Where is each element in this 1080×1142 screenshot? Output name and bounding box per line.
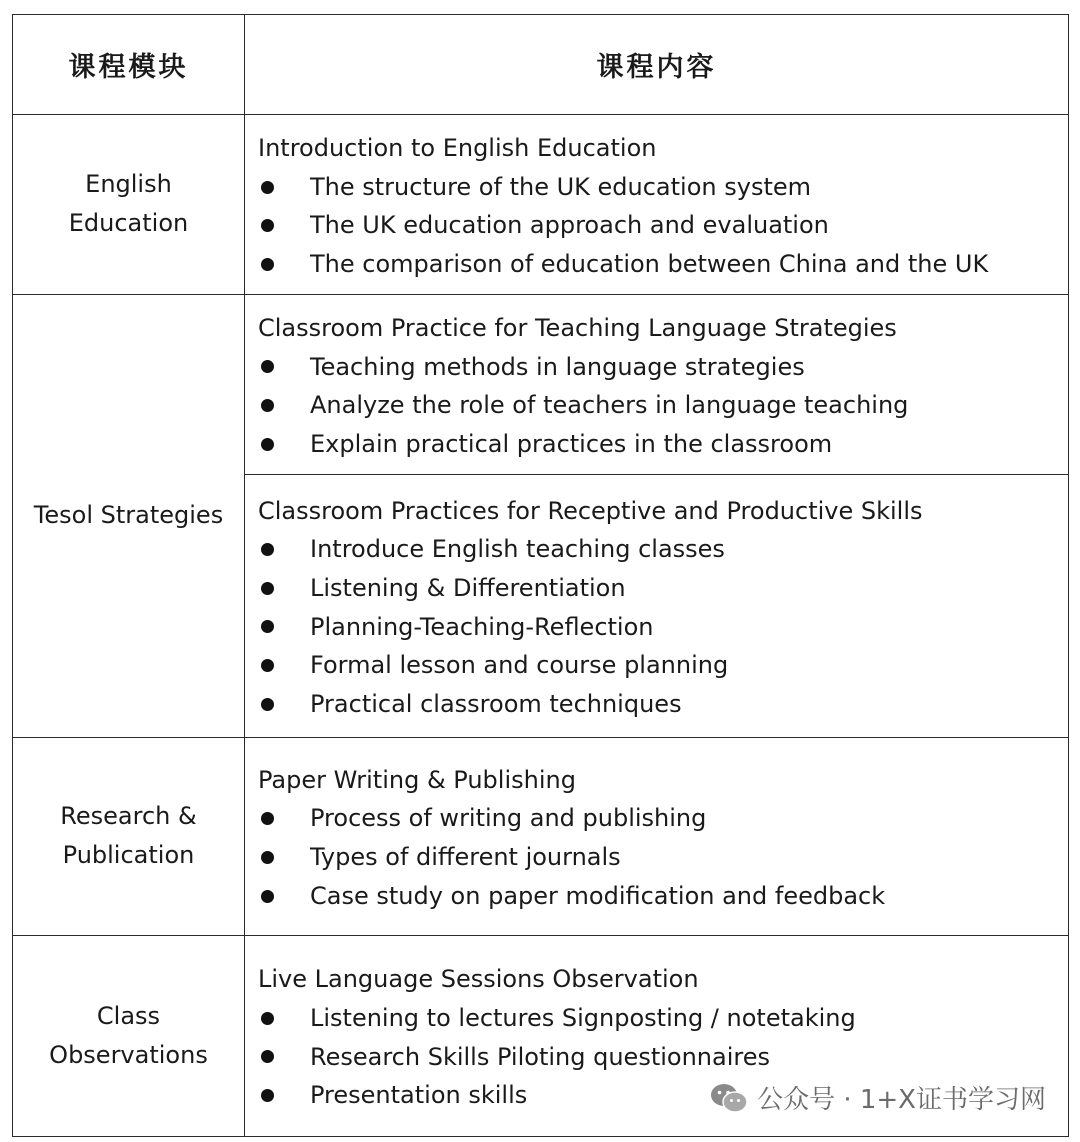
- block-title: Classroom Practice for Teaching Language Strategies: [258, 313, 897, 342]
- block-title: Paper Writing & Publishing: [258, 765, 576, 794]
- list-item: [258, 348, 1068, 387]
- watermark-text: 公众号 · 1+X证书学习网: [757, 1085, 1046, 1115]
- list-item: [258, 168, 1068, 207]
- list-item: [258, 877, 1068, 916]
- list-item-text: Research Skills Piloting questionnaires: [310, 1042, 770, 1071]
- header-row: [13, 15, 1069, 115]
- list-item: [258, 569, 1068, 608]
- list-item-text: Presentation skills: [310, 1081, 528, 1110]
- bullet-icon: [261, 543, 274, 556]
- content-cell: [245, 474, 1069, 737]
- list-item: [258, 608, 1068, 647]
- list-item: [258, 685, 1068, 724]
- bullet-icon: [261, 438, 274, 451]
- module-name-line: Observations: [49, 1040, 208, 1069]
- bullet-icon: [261, 890, 274, 903]
- table-row: [13, 737, 1069, 935]
- bullet-icon: [261, 1089, 274, 1102]
- bullet-icon: [261, 620, 274, 633]
- bullet-icon: [261, 1050, 274, 1063]
- list-item: [258, 425, 1068, 464]
- module-cell: [13, 115, 245, 295]
- list-item-text: Analyze the role of teachers in language teaching: [310, 391, 909, 420]
- bullet-list: [258, 348, 1068, 464]
- bullet-icon: [261, 399, 274, 412]
- block-title: Live Language Sessions Observation: [258, 965, 699, 994]
- header-content: 课程内容: [245, 15, 1069, 115]
- list-item-text: Case study on paper modification and feedback: [310, 881, 886, 910]
- list-item: [258, 1038, 1068, 1077]
- bullet-icon: [261, 698, 274, 711]
- list-item-text: Introduce English teaching classes: [310, 535, 725, 564]
- list-item: [258, 799, 1068, 838]
- bullet-list: [258, 530, 1068, 724]
- list-item: [258, 245, 1068, 284]
- list-item: [258, 206, 1068, 245]
- module-name-line: Education: [68, 209, 189, 238]
- module-name-line: English: [85, 170, 172, 199]
- table-row: [13, 115, 1069, 295]
- list-item-text: Listening to lectures Signposting / notetaking: [310, 1003, 856, 1032]
- list-item-text: Types of different journals: [310, 843, 621, 872]
- block-title: Introduction to English Education: [258, 134, 657, 162]
- bullet-icon: [261, 181, 274, 194]
- list-item-text: The structure of the UK education system: [310, 172, 811, 201]
- bullet-list: [258, 799, 1068, 915]
- table-row: [13, 294, 1069, 474]
- list-item: [258, 999, 1068, 1038]
- module-name-line: Research &: [60, 802, 197, 831]
- module-cell: [13, 935, 245, 1136]
- content-cell: [245, 115, 1069, 295]
- module-name-line: Tesol Strategies: [33, 501, 224, 530]
- list-item-text: Practical classroom techniques: [310, 690, 682, 719]
- bullet-icon: [261, 360, 274, 373]
- list-item-text: Listening & Differentiation: [310, 573, 626, 602]
- content-cell: [245, 294, 1069, 474]
- list-item-text: Planning-Teaching-Reflection: [310, 612, 654, 641]
- list-item-text: Process of writing and publishing: [310, 804, 707, 833]
- module-cell: [13, 737, 245, 935]
- list-item-text: The UK education approach and evaluation: [310, 211, 829, 240]
- course-table: [12, 14, 1069, 1137]
- bullet-icon: [261, 812, 274, 825]
- list-item: [258, 530, 1068, 569]
- content-cell: [245, 737, 1069, 935]
- bullet-icon: [261, 851, 274, 864]
- list-item: [258, 386, 1068, 425]
- list-item-text: Formal lesson and course planning: [310, 651, 729, 680]
- list-item: [258, 838, 1068, 877]
- bullet-icon: [261, 582, 274, 595]
- block-title: Classroom Practices for Receptive and Productive Skills: [258, 496, 923, 525]
- header-module: 课程模块: [13, 15, 245, 115]
- bullet-icon: [261, 1012, 274, 1025]
- list-item-text: Teaching methods in language strategies: [310, 352, 805, 381]
- module-name-line: Publication: [62, 841, 195, 870]
- watermark: [709, 1079, 1046, 1116]
- list-item-text: Explain practical practices in the classroom: [310, 429, 833, 458]
- wechat-icon: [709, 1081, 749, 1115]
- bullet-icon: [261, 258, 274, 271]
- list-item-text: The comparison of education between China and the UK: [310, 250, 989, 279]
- bullet-icon: [261, 219, 274, 232]
- module-cell: [13, 294, 245, 737]
- list-item: [258, 646, 1068, 685]
- module-name-line: Class: [96, 1001, 161, 1030]
- bullet-list: [258, 168, 1068, 284]
- bullet-icon: [261, 659, 274, 672]
